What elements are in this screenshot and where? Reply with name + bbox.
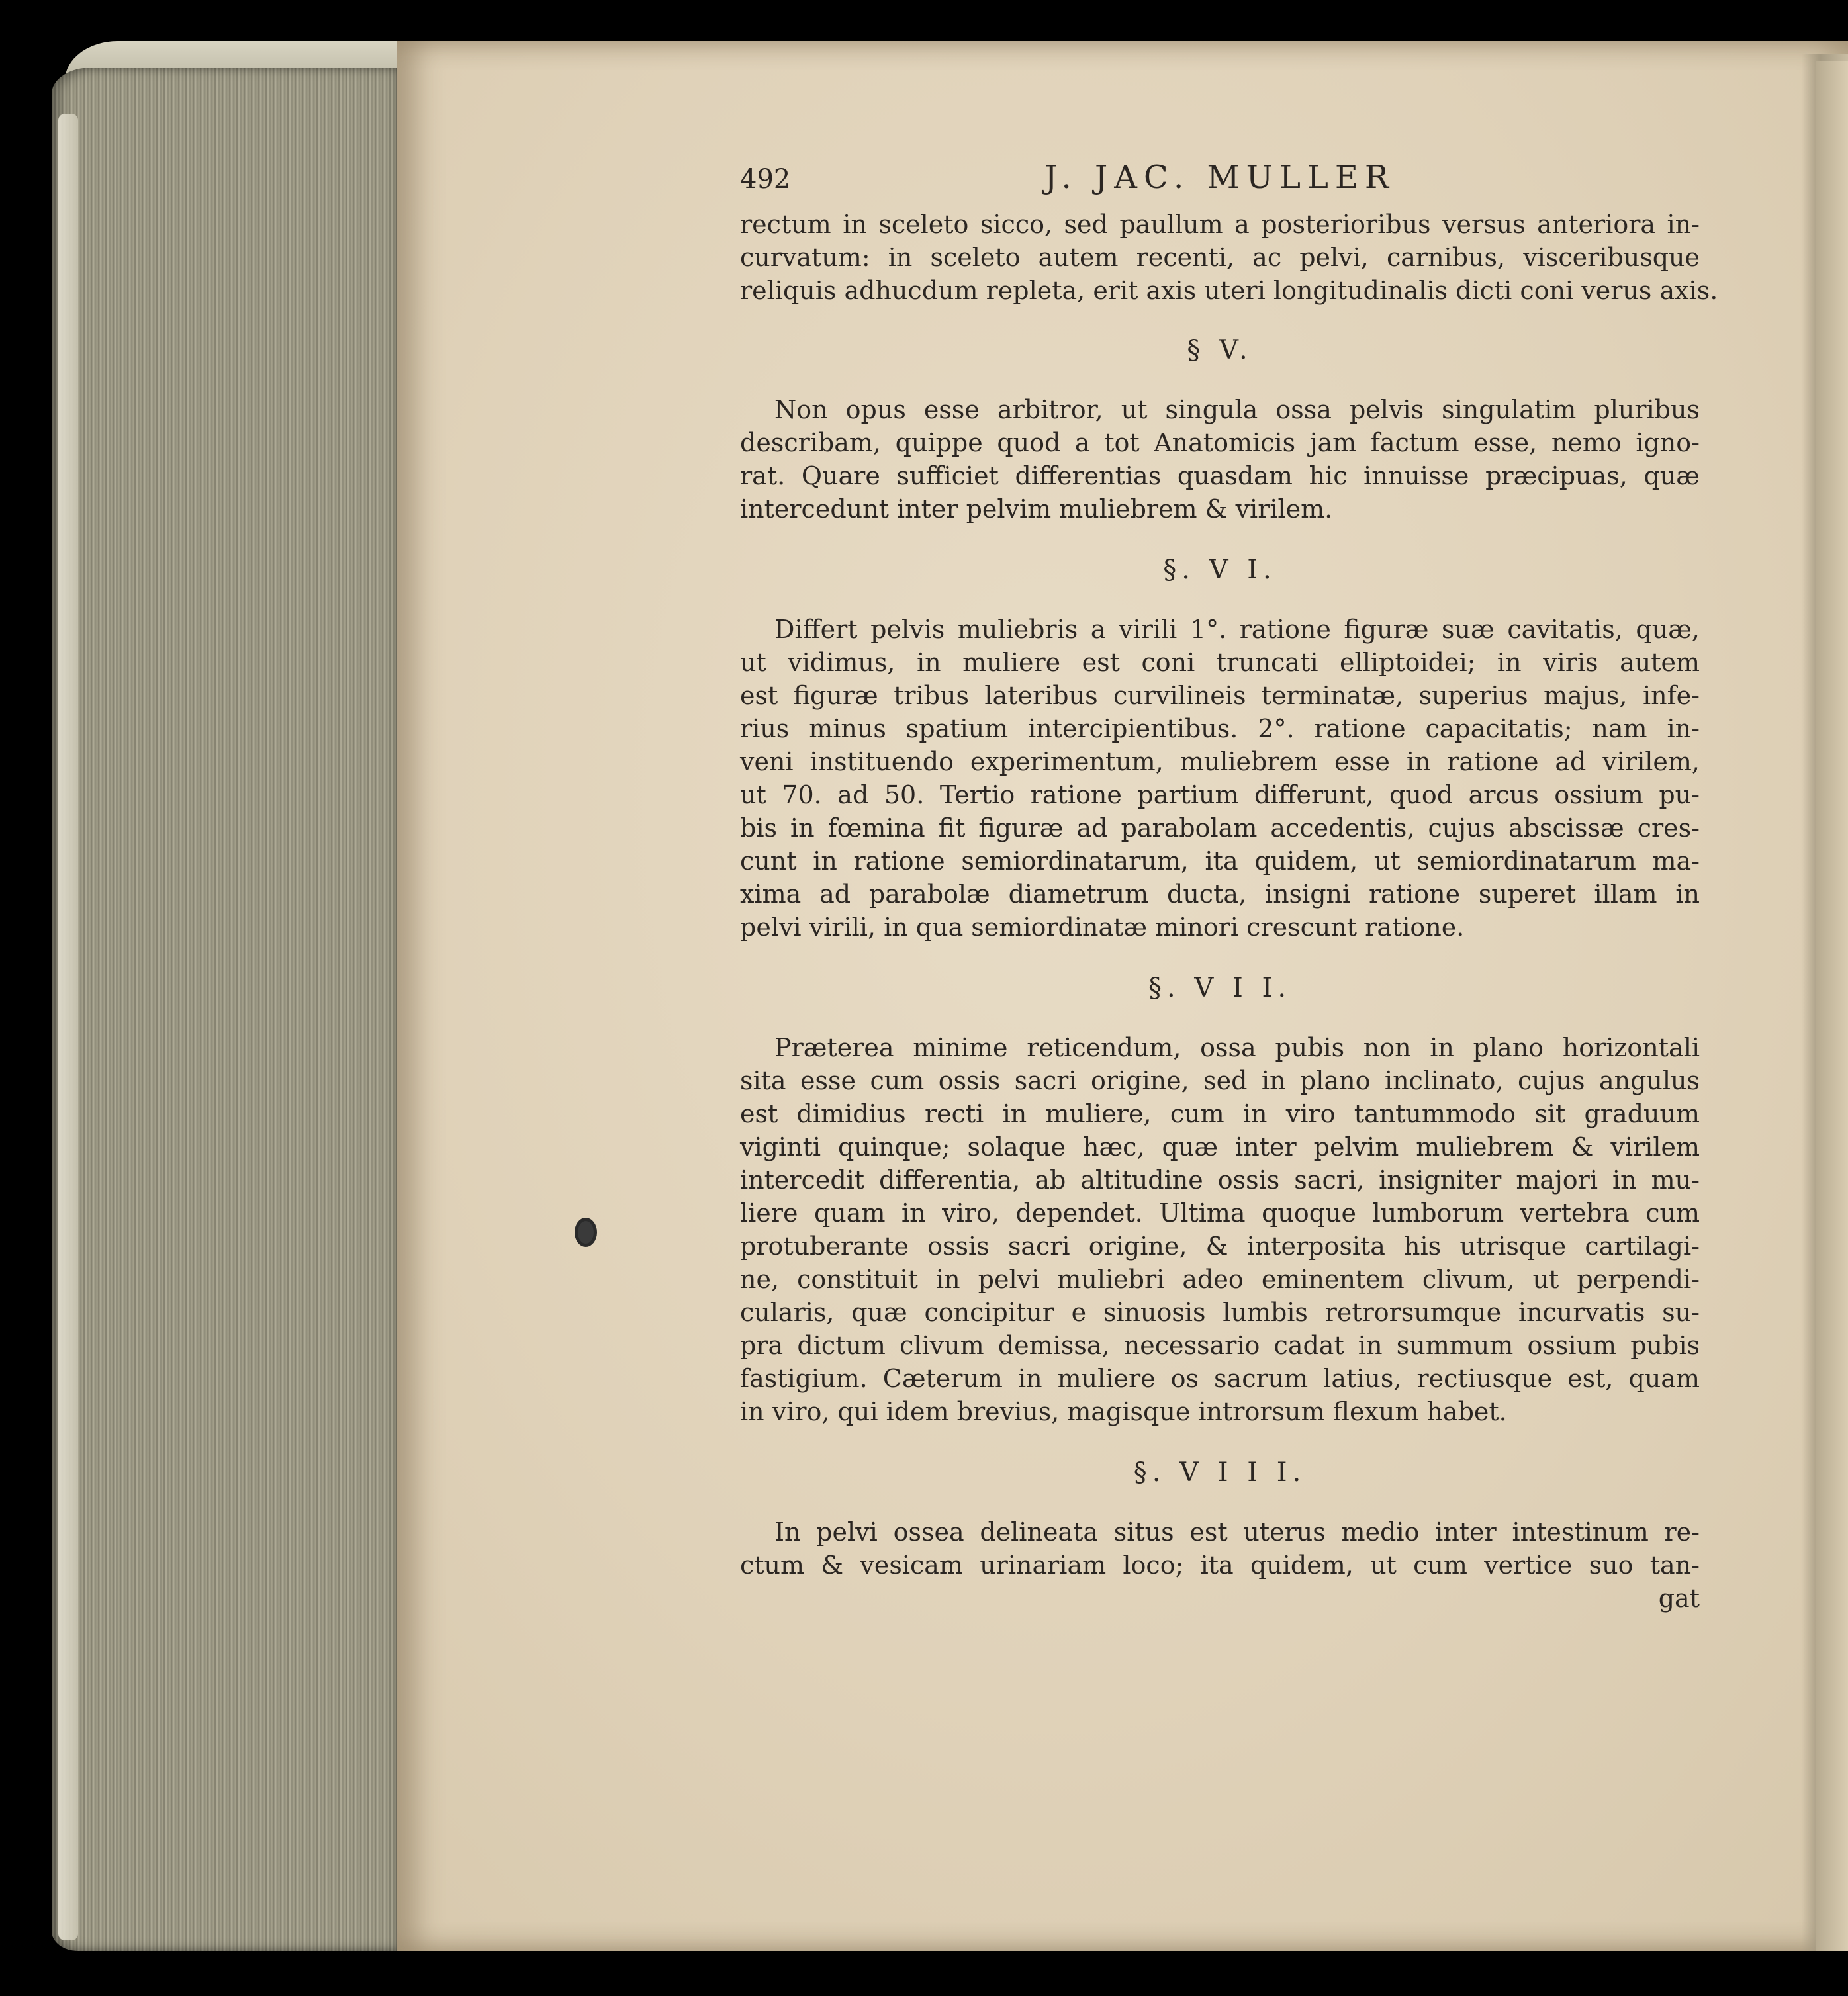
text-line: bis in fœmina fit figuræ ad parabolam accedentis, cujus abscissæ cres-: [740, 813, 1700, 842]
section-paragraph: [740, 613, 1700, 944]
page-ring-mark: [575, 1218, 597, 1247]
page-edges-stack: [52, 68, 399, 1951]
page-number: 492: [740, 164, 791, 195]
text-line: Differt pelvis muliebris a virili 1°. ratione figuræ suæ cavitatis, quæ,: [774, 615, 1700, 644]
text-column: [740, 159, 1718, 1615]
text-line: in viro, qui idem brevius, magisque introrsum flexum habet.: [740, 1397, 1507, 1426]
text-line: Præterea minime reticendum, ossa pubis non in plano horizontali: [774, 1033, 1700, 1062]
running-head-title: J. JAC. MULLER: [1044, 159, 1395, 196]
cover-edge: [58, 114, 78, 1940]
text-line: veni instituendo experimentum, muliebrem esse in ratione ad virilem,: [740, 747, 1700, 776]
text-line: Non opus esse arbitror, ut singula ossa pelvis singulatim pluribus: [774, 395, 1700, 424]
section-heading: §. V I I I.: [1133, 1457, 1307, 1488]
text-line: est dimidius recti in muliere, cum in viro tantummodo sit graduum: [740, 1099, 1700, 1128]
text-line: sita esse cum ossis sacri origine, sed in plano inclinato, cujus angulus: [740, 1066, 1700, 1095]
text-line: cunt in ratione semiordinatarum, ita quidem, ut semiordinatarum ma-: [740, 846, 1700, 876]
section-heading: §. V I I.: [1148, 973, 1292, 1003]
text-line: describam, quippe quod a tot Anatomicis jam factum esse, nemo igno-: [740, 428, 1700, 457]
running-head: [740, 159, 1700, 205]
text-line: curvatum: in sceleto autem recenti, ac pelvi, carnibus, visceribusque: [740, 243, 1700, 272]
text-line: xima ad parabolæ diametrum ducta, insigni ratione superet illam in: [740, 880, 1700, 909]
text-line: In pelvi ossea delineata situs est uterus medio inter intestinum re-: [774, 1518, 1700, 1547]
text-line: rectum in sceleto sicco, sed paullum a posterioribus versus anteriora in-: [740, 210, 1700, 239]
text-line: intercedunt inter pelvim muliebrem & virilem.: [740, 494, 1333, 523]
text-line: pelvi virili, in qua semiordinatæ minori crescunt ratione.: [740, 913, 1465, 942]
catchword: gat: [1658, 1584, 1700, 1613]
text-line: ut 70. ad 50. Tertio ratione partium differunt, quod arcus ossium pu-: [740, 780, 1700, 809]
section-heading: §. V I.: [1163, 555, 1277, 585]
text-line: rius minus spatium intercipientibus. 2°. ratione capacitatis; nam in-: [740, 714, 1700, 743]
text-line: cularis, quæ concipitur e sinuosis lumbis retrorsumque incurvatis su-: [740, 1298, 1700, 1327]
next-page-edge: [1816, 61, 1848, 1951]
text-line: ut vidimus, in muliere est coni truncati elliptoidei; in viris autem: [740, 648, 1700, 677]
text-line: ne, constituit in pelvi muliebri adeo eminentem clivum, ut perpendi-: [740, 1265, 1700, 1294]
text-line: rat. Quare sufficiet differentias quasdam hic innuisse præcipuas, quæ: [740, 461, 1700, 490]
text-line: intercedit differentia, ab altitudine ossis sacri, insigniter majori in mu-: [740, 1165, 1700, 1195]
text-line: reliquis adhucdum repleta, erit axis uteri longitudinalis dicti coni verus axis.: [740, 276, 1718, 305]
text-line: ctum & vesicam urinariam loco; ita quidem, ut cum vertice suo tan-: [740, 1551, 1700, 1580]
text-line: est figuræ tribus lateribus curvilineis terminatæ, superius majus, infe-: [740, 681, 1700, 710]
text-line: pra dictum clivum demissa, necessario cadat in summum ossium pubis: [740, 1331, 1700, 1360]
text-line: viginti quinque; solaque hæc, quæ inter pelvim muliebrem & virilem: [740, 1132, 1700, 1161]
section-paragraph: [740, 1031, 1700, 1428]
text-line: fastigium. Cæterum in muliere os sacrum latius, rectiusque est, quam: [740, 1364, 1700, 1393]
section-paragraph: [740, 1516, 1700, 1615]
text-line: liere quam in viro, dependet. Ultima quoque lumborum vertebra cum: [740, 1199, 1700, 1228]
section-heading: § V.: [1187, 335, 1253, 365]
paragraph-continued: [740, 208, 1718, 307]
text-line: protuberante ossis sacri origine, & interposita his utrisque cartilagi-: [740, 1232, 1700, 1261]
section-paragraph: [740, 393, 1700, 525]
